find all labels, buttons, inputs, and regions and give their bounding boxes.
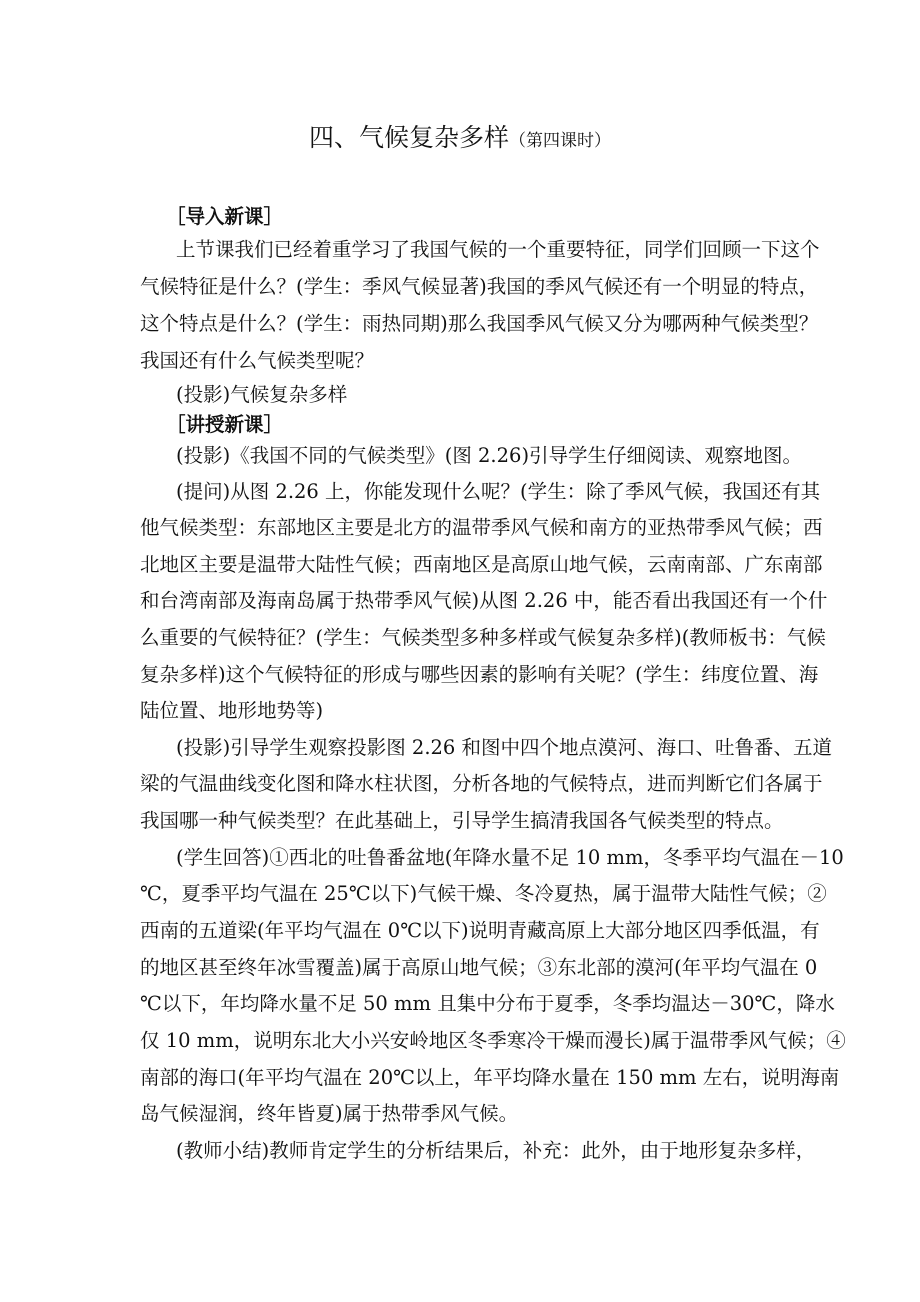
paragraph-line: 梁的气温曲线变化图和降水柱状图，分析各地的气候特点，进而判断它们各属于: [140, 772, 823, 795]
paragraph-line: (提问)从图 2.26 上，你能发现什么呢？(学生：除了季风气候，我国还有其: [176, 480, 821, 503]
paragraph-line: 的地区甚至终年冰雪覆盖)属于高原山地气候；③东北部的漠河(年平均气温在 0: [140, 956, 818, 979]
paragraph-line: 我国哪一种气候类型？在此基础上，引导学生搞清我国各气候类型的特点。: [140, 809, 784, 832]
paragraph-line: (学生回答)①西北的吐鲁番盆地(年降水量不足 10 mm，冬季平均气温在－10: [176, 846, 844, 869]
paragraph-line: 上节课我们已经着重学习了我国气候的一个重要特征，同学们回顾一下这个: [176, 238, 820, 261]
paragraph-line: 复杂多样)这个气候特征的形成与哪些因素的影响有关呢？(学生：纬度位置、海: [140, 663, 819, 686]
paragraph-line: 岛气候湿润，终年皆夏)属于热带季风气候。: [140, 1102, 519, 1125]
paragraph-line: 这个特点是什么？(学生：雨热同期)那么我国季风气候又分为哪两种气候类型？: [140, 312, 819, 335]
section-heading-new: ［讲授新课］: [166, 413, 284, 436]
paragraph-line: 西南的五道梁(年平均气温在 0℃以下)说明青藏高原上大部分地区四季低温，有: [140, 919, 820, 942]
paragraph-line: (投影)气候复杂多样: [176, 383, 348, 406]
paragraph-line: 和台湾南部及海南岛属于热带季风气候)从图 2.26 中，能否看出我国还有一个什: [140, 589, 828, 612]
paragraph-line: (投影)引导学生观察投影图 2.26 和图中四个地点漠河、海口、吐鲁番、五道: [176, 736, 833, 759]
paragraph-line: 北地区主要是温带大陆性气候；西南地区是高原山地气候，云南南部、广东南部: [140, 553, 823, 576]
paragraph-line: 我国还有什么气候类型呢？: [140, 349, 375, 372]
paragraph-line: (教师小结)教师肯定学生的分析结果后，补充：此外，由于地形复杂多样，: [176, 1139, 816, 1162]
paragraph-line: 气候特征是什么？(学生：季风气候显著)我国的季风气候还有一个明显的特点，: [140, 275, 819, 298]
paragraph-line: ℃以下，年均降水量不足 50 mm 且集中分布于夏季，冬季均温达－30℃，降水: [140, 992, 835, 1015]
title-sub: （第四课时）: [509, 131, 611, 151]
page-title: [0, 118, 920, 154]
paragraph-line: 南部的海口(年平均气温在 20℃以上，年平均降水量在 150 mm 左右，说明海南: [140, 1066, 840, 1089]
paragraph-line: 陆位置、地形地势等): [140, 699, 324, 722]
paragraph-line: (投影)《我国不同的气候类型》(图 2.26)引导学生仔细阅读、观察地图。: [176, 444, 803, 467]
paragraph-line: 么重要的气候特征？(学生：气候类型多种多样或气候复杂多样)(教师板书：气候: [140, 626, 826, 649]
section-heading-intro: ［导入新课］: [166, 205, 284, 228]
paragraph-line: ℃，夏季平均气温在 25℃以下)气候干燥、冬冷夏热，属于温带大陆性气候；②: [140, 882, 827, 905]
paragraph-line: 他气候类型：东部地区主要是北方的温带季风气候和南方的亚热带季风气候；西: [140, 516, 823, 539]
paragraph-line: 仅 10 mm，说明东北大小兴安岭地区冬季寒冷干燥而漫长)属于温带季风气候；④: [140, 1029, 846, 1052]
title-main: 四、气候复杂多样: [308, 123, 509, 152]
